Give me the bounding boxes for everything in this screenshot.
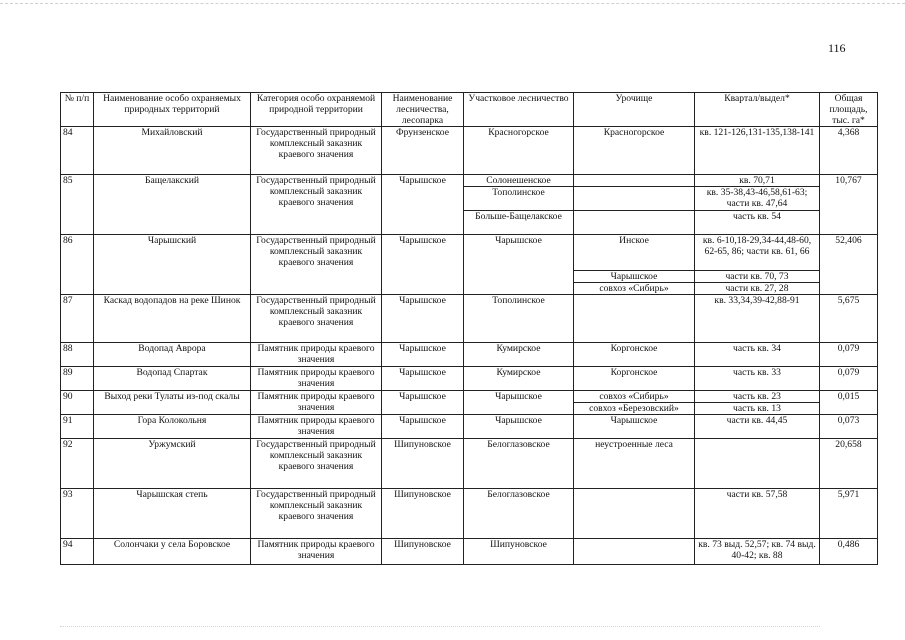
table-row bbox=[61, 391, 878, 403]
tract bbox=[574, 211, 695, 235]
row-number: 87 bbox=[61, 295, 94, 343]
total-area: 5,971 bbox=[820, 489, 878, 539]
area-name: Гора Колокольня bbox=[94, 415, 251, 439]
total-area: 10,767 bbox=[820, 175, 878, 235]
table-row bbox=[61, 489, 878, 539]
table-row bbox=[61, 127, 878, 175]
quarter: кв. 35-38,43-46,58,61-63; части кв. 47,64 bbox=[695, 187, 820, 211]
table-row bbox=[61, 539, 878, 565]
table-row bbox=[61, 343, 878, 367]
area-category: Государственный природный комплексный заказник краевого значения bbox=[251, 175, 382, 235]
area-name: Чарышская степь bbox=[94, 489, 251, 539]
district-forestry: Белоглазовское bbox=[464, 489, 574, 539]
area-category: Памятник природы краевого значения bbox=[251, 343, 382, 367]
total-area: 4,368 bbox=[820, 127, 878, 175]
district-forestry: Кумирское bbox=[464, 367, 574, 391]
tract: неустроенные леса bbox=[574, 439, 695, 489]
table-header-row bbox=[61, 93, 878, 127]
forestry-name: Шипуновское bbox=[382, 539, 464, 565]
area-name: Михайловский bbox=[94, 127, 251, 175]
protected-areas-table bbox=[60, 92, 878, 565]
row-number: 90 bbox=[61, 391, 94, 415]
table-row bbox=[61, 175, 878, 187]
quarter: кв. 33,34,39-42,88-91 bbox=[695, 295, 820, 343]
area-category: Памятник природы краевого значения bbox=[251, 415, 382, 439]
quarter: кв. 70,71 bbox=[695, 175, 820, 187]
quarter: кв. 73 выд. 52,57; кв. 74 выд. 40-42; кв. 88 bbox=[695, 539, 820, 565]
area-name: Бащелакский bbox=[94, 175, 251, 235]
header-cell: Урочище bbox=[574, 93, 695, 127]
scan-edge-line bbox=[0, 3, 905, 4]
district-forestry: Шипуновское bbox=[464, 539, 574, 565]
forestry-name: Чарышское bbox=[382, 415, 464, 439]
header-cell: Наименование лесничества, лесопарка bbox=[382, 93, 464, 127]
forestry-name: Чарышское bbox=[382, 343, 464, 367]
quarter: часть кв. 23 bbox=[695, 391, 820, 403]
quarter: часть кв. 33 bbox=[695, 367, 820, 391]
area-name: Уржумский bbox=[94, 439, 251, 489]
district-forestry: Чарышское bbox=[464, 391, 574, 415]
header-cell: Квартал/выдел* bbox=[695, 93, 820, 127]
total-area: 5,675 bbox=[820, 295, 878, 343]
tract: Красногорское bbox=[574, 127, 695, 175]
quarter: кв. 121-126,131-135,138-141 bbox=[695, 127, 820, 175]
row-number: 89 bbox=[61, 367, 94, 391]
forestry-name: Фрунзенское bbox=[382, 127, 464, 175]
forestry-name: Чарышское bbox=[382, 235, 464, 295]
quarter: части кв. 57,58 bbox=[695, 489, 820, 539]
forestry-name: Чарышское bbox=[382, 295, 464, 343]
quarter: части кв. 70, 73 bbox=[695, 271, 820, 283]
tract: Чарышское bbox=[574, 415, 695, 439]
area-category: Памятник природы краевого значения bbox=[251, 539, 382, 565]
table-row bbox=[61, 295, 878, 343]
total-area: 0,079 bbox=[820, 367, 878, 391]
row-number: 92 bbox=[61, 439, 94, 489]
area-category: Памятник природы краевого значения bbox=[251, 391, 382, 415]
header-cell: Общая площадь, тыс. га* bbox=[820, 93, 878, 127]
total-area: 52,406 bbox=[820, 235, 878, 295]
table-row bbox=[61, 367, 878, 391]
area-category: Государственный природный комплексный заказник краевого значения bbox=[251, 127, 382, 175]
area-name: Водопад Спартак bbox=[94, 367, 251, 391]
row-number: 85 bbox=[61, 175, 94, 235]
table-row bbox=[61, 439, 878, 489]
total-area: 20,658 bbox=[820, 439, 878, 489]
quarter: часть кв. 34 bbox=[695, 343, 820, 367]
area-category: Государственный природный комплексный заказник краевого значения bbox=[251, 439, 382, 489]
tract: совхоз «Березовский» bbox=[574, 403, 695, 415]
tract bbox=[574, 539, 695, 565]
tract: Инское bbox=[574, 235, 695, 271]
area-category: Государственный природный комплексный заказник краевого значения bbox=[251, 295, 382, 343]
tract: Чарышское bbox=[574, 271, 695, 283]
header-cell: Категория особо охраняемой природной территории bbox=[251, 93, 382, 127]
header-cell: Участковое лесничество bbox=[464, 93, 574, 127]
area-category: Государственный природный комплексный заказник краевого значения bbox=[251, 235, 382, 295]
district-forestry: Тополинское bbox=[464, 295, 574, 343]
row-number: 86 bbox=[61, 235, 94, 295]
district-forestry: Солонешенское bbox=[464, 175, 574, 187]
district-forestry: Больше-Бащелакское bbox=[464, 211, 574, 235]
tract bbox=[574, 175, 695, 187]
quarter: части кв. 27, 28 bbox=[695, 283, 820, 295]
row-number: 91 bbox=[61, 415, 94, 439]
area-name: Солончаки у села Боровское bbox=[94, 539, 251, 565]
tract: Коргонское bbox=[574, 343, 695, 367]
total-area: 0,015 bbox=[820, 391, 878, 415]
district-forestry: Чарышское bbox=[464, 235, 574, 295]
district-forestry: Кумирское bbox=[464, 343, 574, 367]
scan-edge-line bbox=[60, 626, 820, 627]
area-name: Каскад водопадов на реке Шинок bbox=[94, 295, 251, 343]
forestry-name: Шипуновское bbox=[382, 439, 464, 489]
area-name: Водопад Аврора bbox=[94, 343, 251, 367]
quarter: часть кв. 13 bbox=[695, 403, 820, 415]
district-forestry: Тополинское bbox=[464, 187, 574, 211]
quarter bbox=[695, 439, 820, 489]
quarter: части кв. 44,45 bbox=[695, 415, 820, 439]
header-cell: Наименование особо охраняемых природных территорий bbox=[94, 93, 251, 127]
tract: совхоз «Сибирь» bbox=[574, 283, 695, 295]
quarter: часть кв. 54 bbox=[695, 211, 820, 235]
total-area: 0,073 bbox=[820, 415, 878, 439]
header-cell: № п/п bbox=[61, 93, 94, 127]
district-forestry: Чарышское bbox=[464, 415, 574, 439]
district-forestry: Белоглазовское bbox=[464, 439, 574, 489]
area-category: Государственный природный комплексный заказник краевого значения bbox=[251, 489, 382, 539]
total-area: 0,486 bbox=[820, 539, 878, 565]
tract: совхоз «Сибирь» bbox=[574, 391, 695, 403]
table-row bbox=[61, 415, 878, 439]
total-area: 0,079 bbox=[820, 343, 878, 367]
quarter: кв. 6-10,18-29,34-44,48-60, 62-65, 86; части кв. 61, 66 bbox=[695, 235, 820, 271]
row-number: 84 bbox=[61, 127, 94, 175]
forestry-name: Чарышское bbox=[382, 367, 464, 391]
tract bbox=[574, 187, 695, 211]
tract bbox=[574, 295, 695, 343]
tract: Коргонское bbox=[574, 367, 695, 391]
area-name: Чарышский bbox=[94, 235, 251, 295]
forestry-name: Чарышское bbox=[382, 175, 464, 235]
area-name: Выход реки Тулаты из-под скалы bbox=[94, 391, 251, 415]
district-forestry: Красногорское bbox=[464, 127, 574, 175]
forestry-name: Чарышское bbox=[382, 391, 464, 415]
table-row bbox=[61, 235, 878, 271]
tract bbox=[574, 489, 695, 539]
row-number: 88 bbox=[61, 343, 94, 367]
row-number: 93 bbox=[61, 489, 94, 539]
area-category: Памятник природы краевого значения bbox=[251, 367, 382, 391]
row-number: 94 bbox=[61, 539, 94, 565]
page-number: 116 bbox=[828, 41, 846, 55]
forestry-name: Шипуновское bbox=[382, 489, 464, 539]
